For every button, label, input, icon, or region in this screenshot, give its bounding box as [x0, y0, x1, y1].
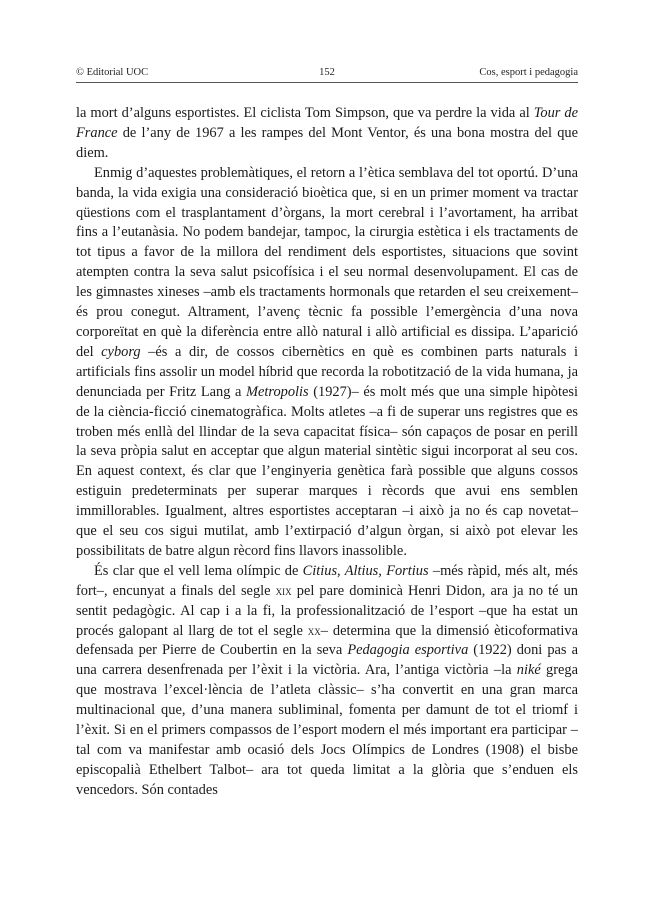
text-span: –més ràpid, més alt, més fort–, encunyat a finals del segle	[76, 562, 578, 599]
body-text	[76, 104, 578, 801]
text-span: la mort d’alguns esportistes. El ciclista Tom Simpson, que va perdre la vida al	[76, 105, 534, 121]
text-span: –és a dir, de cossos cibernètics en què es combinen parts naturals i artificials fins assolir un model híbrid que recorda la robotització de la vida humana, ja denunciada per Fritz Lang a	[76, 343, 578, 400]
header-rule	[76, 82, 578, 83]
text-span: (1922) doni pas a una carrera desenfrenada per l’èxit i la victòria. Ara, l’antiga victòria –la	[76, 642, 578, 679]
italic-text: Citius, Altius, Fortius	[302, 562, 429, 579]
text-span: de l’any de 1967 a les rampes del Mont Ventor, és una bona mostra del que diem.	[76, 124, 578, 161]
running-title: Cos, esport i pedagogia	[479, 67, 578, 78]
italic-text: niké	[516, 662, 541, 679]
smallcaps-text: xx	[307, 623, 321, 638]
italic-text: Metropolis	[246, 383, 309, 400]
text-span: – determina que la dimensió èticoformativa defensada per Pierre de Coubertin en la seva	[76, 622, 578, 659]
page-header	[76, 66, 578, 82]
text-span: És clar que el vell lema olímpic de	[94, 562, 303, 579]
paragraph	[76, 562, 578, 801]
paragraph	[76, 104, 578, 164]
smallcaps-text: xix	[275, 583, 292, 598]
italic-text: Tour de France	[76, 105, 579, 141]
text-span: pel pare dominicà Henri Didon, ara ja no té un sentit pedagògic. Al cap i a la fi, la professionalització de l’esport –que ha estat un procés galopant al llarg de tot el segle	[76, 582, 579, 639]
text-span: (1927)– és molt més que una simple hipòtesi de la ciència-ficció cinematogràfica. Molts atletes –a fi de superar uns registres que es troben més enllà del llindar de la seva capacitat física– són capaços de posar en perill la seva pròpia salut en acceptar que algun material sintètic sigui incorporat al seu cos. En aquest context, és clar que l’enginyeria genètica farà possible que alguns cossos estiguin predeterminats per superar marques i rècords que avui ens semblen immillorables. Igualment, altres esportistes acceptaran –i això ja no és cap novetat– que el seu cos sigui mutilat, amb l’extirpació d’algun òrgan, si això pot elevar les possibilitats de batre algun rècord fins llavors inassolible.	[76, 383, 578, 559]
page-number: 152	[319, 67, 335, 78]
text-span: Enmig d’aquestes problemàtiques, el retorn a l’ètica semblava del tot oportú. D’una banda, la vida exigia una consideració bioètica que, si en un primer moment va tractar qüestions com el trasplantament d’òrgans, la mort cerebral i l’avortament, ha arribat fins a l’eutanàsia. No podem bandejar, tampoc, la cirurgia estètica i els tractaments de tot tipus a favor de la millora del rendiment dels esportistes, situacions que sovint atempten contra la seva salut psicofísica i el seu normal desenvolupament. El cas de les gimnastes xineses –amb els tractaments hormonals que retarden el seu creixement– és prou conegut. Altrament, l’avenç tècnic fa possible l’emergència d’una nova corporeïtat en què la diferència entre allò natural i allò artificial es dissipa. L’aparició del	[76, 164, 578, 360]
publisher-label: © Editorial UOC	[76, 67, 149, 78]
text-span: grega que mostrava l’excel·lència de l’atleta clàssic– s’ha convertit en una gran marca multinacional que, d’una manera subliminal, fomenta per damunt de tot el triomf i l’èxit. Si en el primers compassos de l’esport modern el més important era participar –tal com va manifestar amb ocasió dels Jocs Olímpics de Londres (1908) el bisbe episcopalià Ethelbert Talbot– ara tot queda limitat a la glòria que s’enduen els vencedors. Són contades	[76, 662, 578, 798]
italic-text: Pedagogia esportiva	[347, 642, 469, 659]
paragraph	[76, 164, 578, 562]
italic-text: cyborg	[101, 343, 141, 360]
